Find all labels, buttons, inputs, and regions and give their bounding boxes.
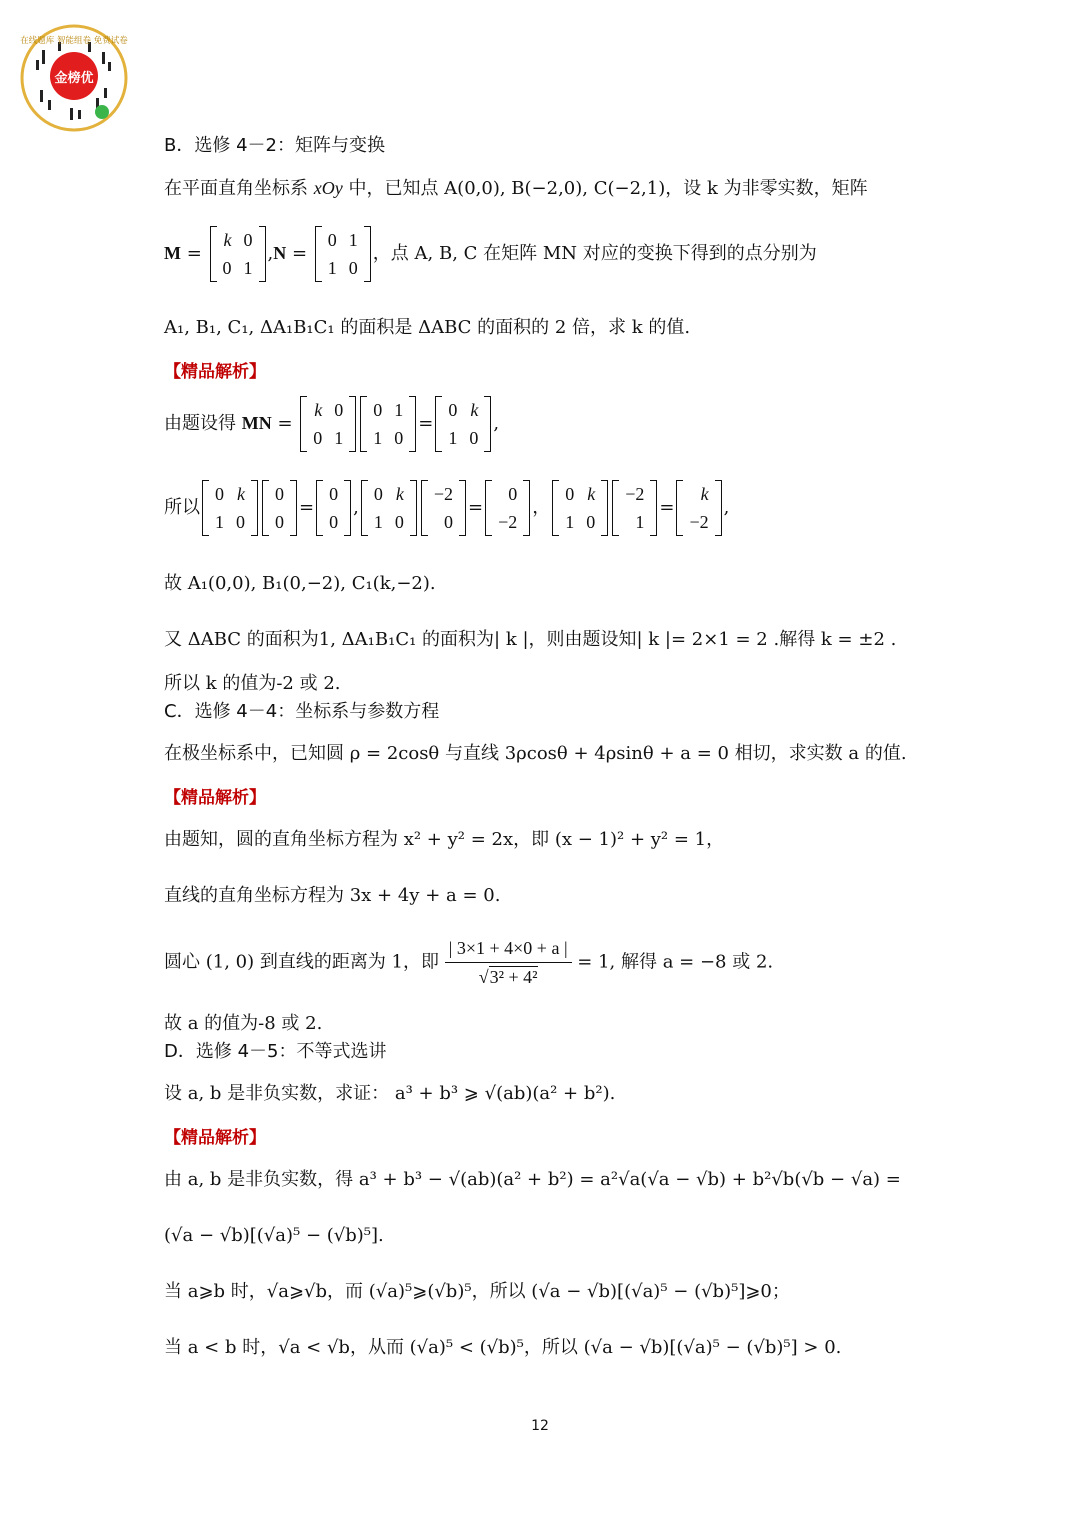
section-b-matrices-line: M = k 0 0 1 ,N = 0 1 1 0 ，点 A, B, C 在矩阵 MN 对应的变换下得到的点分别为 <box>164 226 817 282</box>
fraction-denominator: √3² + 4² <box>478 967 538 987</box>
section-b-sol3: 故 A₁(0,0), B₁(0,−2), C₁(k,−2). <box>164 573 436 594</box>
section-c-heading: C．选修 4－4：坐标系与参数方程 <box>164 701 440 722</box>
sol2-mn-1: 0 k 1 0 <box>202 480 258 536</box>
section-c-sol4: 故 a 的值为-8 或 2. <box>164 1013 323 1034</box>
fraction-numerator: | 3×1 + 4×0 + a | <box>445 934 572 963</box>
sol2-vec-b1: 0 −2 <box>485 480 530 536</box>
section-c-problem: 在极坐标系中，已知圆 ρ = 2cosθ 与直线 3ρcosθ + 4ρsinθ + a = 0 相切，求实数 a 的值. <box>164 743 907 764</box>
section-b-heading: B．选修 4－2：矩阵与变换 <box>164 135 385 156</box>
section-b-sol4: 又 ΔABC 的面积为1, ΔA₁B₁C₁ 的面积为| k |，则由题设知| k |= 2×1 = 2 .解得 k = ±2 . <box>164 629 897 650</box>
section-b-solution-tag: 【精品解析】 <box>164 362 266 382</box>
sol2-vec-a1: 0 0 <box>316 480 351 536</box>
section-c-sol3 <box>164 934 773 991</box>
section-d-solution-tag: 【精品解析】 <box>164 1128 266 1148</box>
section-c-sol3-prefix: 圆心 (1, 0) 到直线的距离为 1，即 <box>164 951 440 973</box>
sol1-matrix-n: 0 1 1 0 <box>360 396 416 452</box>
logo-ring-text: 在线题库 智能组卷 免费试卷 <box>20 36 128 46</box>
sol2-vec-c1: k −2 <box>676 480 721 536</box>
sol2-vec-c: −2 1 <box>612 480 657 536</box>
section-b-problem-line1 <box>164 176 868 201</box>
jinbangyou-logo <box>12 20 136 132</box>
sol2-vec-a: 0 0 <box>262 480 297 536</box>
fraction-denominator-radicand: 3² + 4² <box>489 967 538 987</box>
section-b-sol1-prefix: 由题设得 <box>164 413 236 434</box>
matrix-m: k 0 0 1 <box>210 226 266 282</box>
section-b-points: 中，已知点 A(0,0), B(−2,0), C(−2,1)，设 k 为非零实数，矩阵 <box>348 178 868 199</box>
section-d-sol1: 由 a, b 是非负实数，得 a³ + b³ − √(ab)(a² + b²) = a²√a(√a − √b) + b²√b(√b − √a) = <box>164 1169 901 1190</box>
section-c-sol1: 由题知，圆的直角坐标方程为 x² + y² = 2x，即 (x − 1)² + y² = 1， <box>164 829 725 850</box>
section-d-sol4: 当 a < b 时，√a < √b，从而 (√a)⁵ < (√b)⁵，所以 (√a − √b)[(√a)⁵ − (√b)⁵] > 0. <box>164 1337 842 1358</box>
section-b-sol2-prefix: 所以 <box>164 497 200 518</box>
matrix-n: 0 1 1 0 <box>315 226 371 282</box>
distance-fraction <box>445 934 572 991</box>
sol2-mn-3: 0 k 1 0 <box>552 480 608 536</box>
section-d-problem: 设 a, b 是非负实数，求证： a³ + b³ ⩾ √(ab)(a² + b²). <box>164 1083 616 1104</box>
section-d-sol3: 当 a⩾b 时，√a⩾√b，而 (√a)⁵⩾(√b)⁵，所以 (√a − √b)[(√a)⁵ − (√b)⁵]⩾0； <box>164 1281 790 1302</box>
sol2-mn-2: 0 k 1 0 <box>361 480 417 536</box>
section-c-sol3-suffix: = 1, 解得 a = −8 或 2. <box>577 951 774 973</box>
sol2-vec-b: −2 0 <box>421 480 466 536</box>
sol1-matrix-product: 0 k 1 0 <box>435 396 491 452</box>
section-b-sol5: 所以 k 的值为-2 或 2. <box>164 673 341 694</box>
page-number: 12 <box>531 1418 549 1434</box>
section-b-xoy: xOy <box>313 178 343 198</box>
section-b-matrices-tail: ，点 A, B, C 在矩阵 MN 对应的变换下得到的点分别为 <box>372 243 817 264</box>
section-b-sol1: 由题设得 MN = k 0 0 1 0 1 1 0 = 0 k 1 0 , <box>164 396 499 452</box>
section-b-sol2: 所以 0 k 1 0 0 0 = 0 0 , 0 k 1 0 −2 0 = 0 −2 ， 0 k 1 0 −2 1 = k −2 , <box>164 480 729 536</box>
sol1-matrix-m: k 0 0 1 <box>300 396 356 452</box>
section-d-sol2: (√a − √b)[(√a)⁵ − (√b)⁵]. <box>164 1225 384 1246</box>
section-d-heading: D．选修 4－5：不等式选讲 <box>164 1041 387 1062</box>
section-c-sol2: 直线的直角坐标方程为 3x + 4y + a = 0. <box>164 885 501 906</box>
section-b-intro: 在平面直角坐标系 <box>164 178 308 199</box>
section-c-solution-tag: 【精品解析】 <box>164 788 266 808</box>
logo-center-text: 金榜优 <box>54 71 94 86</box>
section-b-problem-end: A₁, B₁, C₁, ΔA₁B₁C₁ 的面积是 ΔABC 的面积的 2 倍，求 k 的值. <box>164 317 691 338</box>
